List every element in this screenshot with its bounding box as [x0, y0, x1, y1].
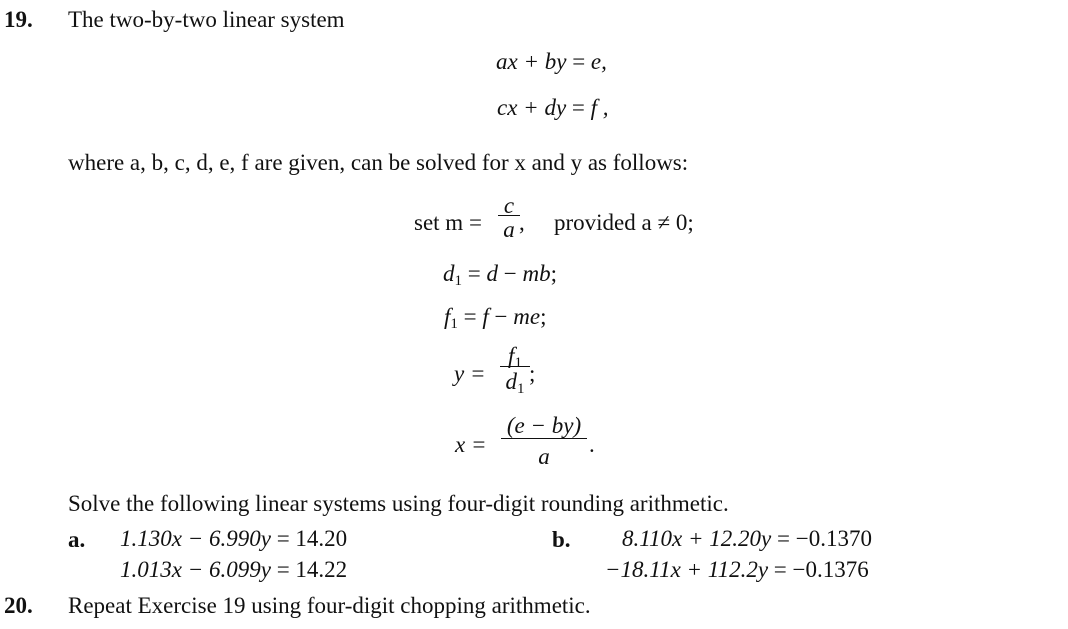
m-denominator: a	[503, 217, 515, 242]
step-y-lhs: y =	[454, 361, 486, 386]
x-fraction	[501, 414, 587, 468]
eq2-lhs: cx + dy	[497, 95, 567, 120]
system-equation-2	[497, 96, 609, 119]
part-b-row-1: 8.110x + 12.20y = −0.1370	[622, 526, 872, 551]
x-period: .	[589, 432, 595, 457]
eq1-rhs: e,	[590, 49, 607, 74]
x-numerator: (e − by)	[506, 413, 582, 438]
system-equation-1	[496, 50, 607, 73]
part-a-row-1: 1.130x − 6.990y = 14.20	[120, 526, 348, 551]
x-denominator: a	[538, 444, 550, 469]
m-comma: ,	[519, 210, 525, 235]
y-semicolon: ;	[529, 361, 536, 386]
eq2-rel: =	[571, 95, 585, 120]
exercise-19-intro: The two-by-two linear system	[68, 7, 345, 32]
m-condition: provided a ≠ 0;	[554, 210, 694, 235]
m-fraction	[498, 194, 520, 241]
step-f1: $f_1 = f$ − me;	[444, 304, 547, 332]
eq1-rel: =	[572, 49, 586, 74]
exercise-number-20: 20.	[4, 593, 33, 618]
part-b-row-2: −18.11x + 112.2y = −0.1376	[605, 557, 869, 582]
exercise-number-19: 19.	[4, 7, 33, 32]
part-a-row-2: 1.013x − 6.099y = 14.22	[120, 557, 348, 582]
m-numerator: c	[503, 193, 515, 218]
exercise-20-text: Repeat Exercise 19 using four-digit chopping arithmetic.	[68, 593, 591, 618]
step-x-lhs: x =	[455, 432, 487, 457]
part-b-label: b.	[552, 527, 571, 552]
where-sentence: where a, b, c, d, e, f are given, can be solved for x and y as follows:	[68, 150, 689, 175]
part-a-label: a.	[68, 527, 86, 552]
step-m-prefix: set m =	[414, 210, 482, 235]
y-fraction: $\frac{f_1}{d_1}$	[500, 344, 530, 397]
solve-instruction: Solve the following linear systems using four-digit rounding arithmetic.	[68, 491, 729, 516]
eq2-rhs: f ,	[590, 95, 609, 120]
step-d1: $d_1 = d$ − mb;	[443, 261, 557, 289]
eq1-lhs: ax + by	[496, 49, 567, 74]
